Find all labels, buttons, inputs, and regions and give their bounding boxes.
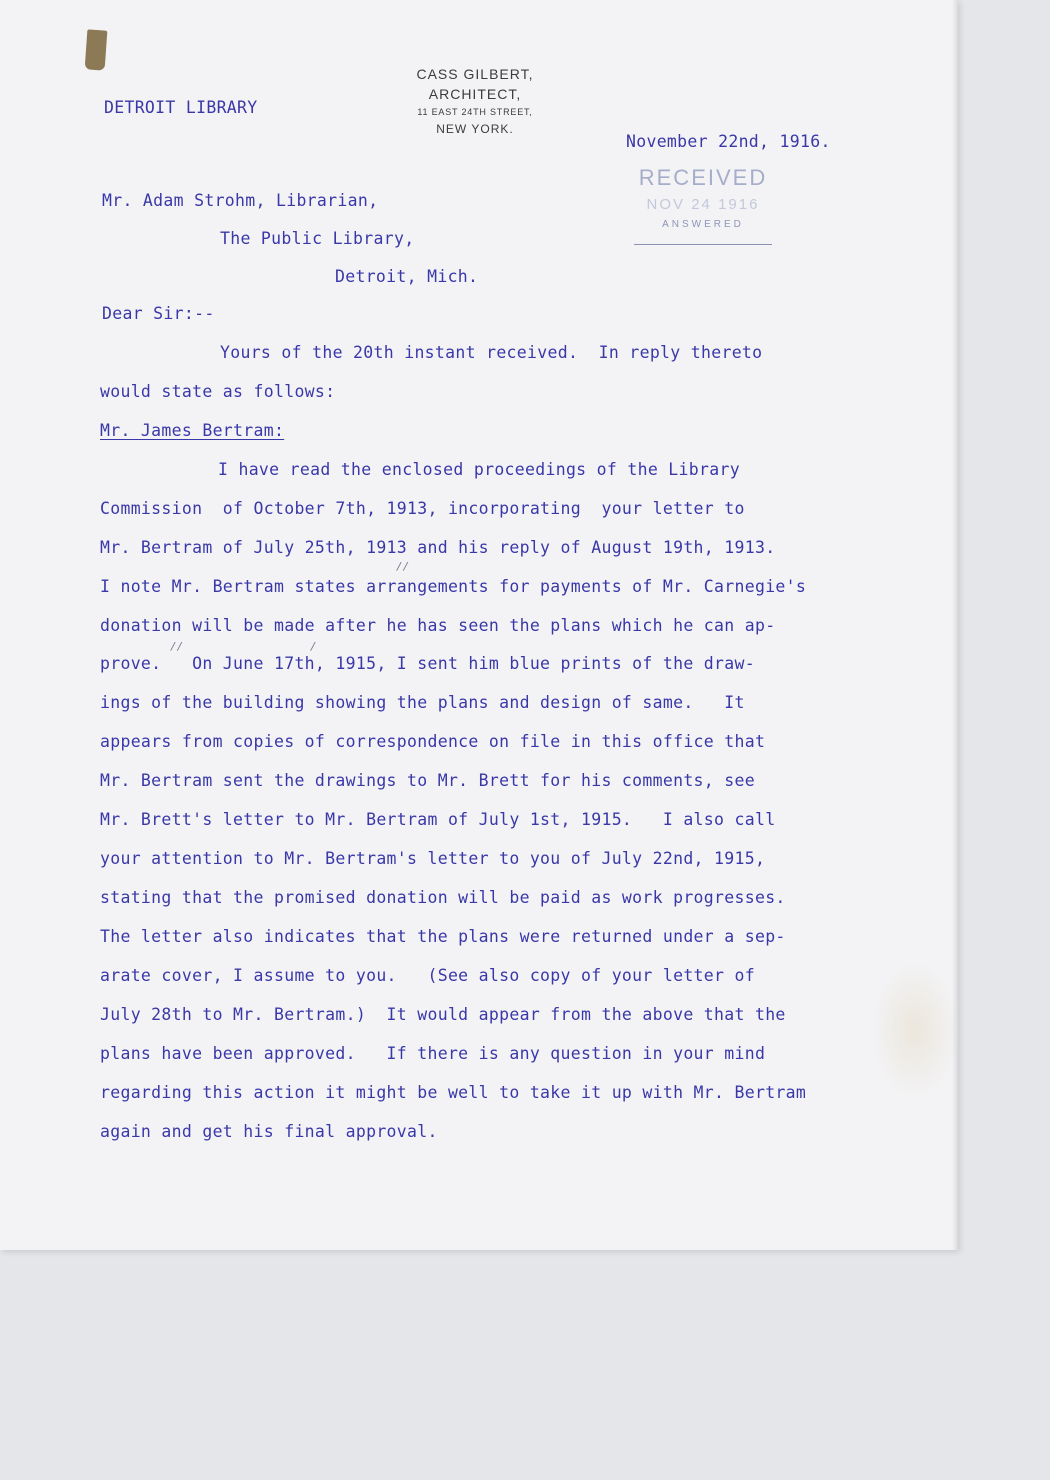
pencil-mark: / (310, 640, 317, 653)
letter-date: November 22nd, 1916. (626, 132, 831, 151)
received-stamp (628, 164, 778, 245)
recipient-line-1: Mr. Adam Strohm, Librarian, (102, 191, 379, 210)
letterhead-name: CASS GILBERT, (416, 66, 534, 82)
body-line: again and get his final approval. (100, 1122, 438, 1141)
intro-line-1: Yours of the 20th instant received. In reply thereto (220, 343, 763, 362)
body-line: July 28th to Mr. Bertram.) It would appear from the above that the (100, 1005, 786, 1024)
body-line: plans have been approved. If there is any question in your mind (100, 1044, 766, 1063)
body-line: Commission of October 7th, 1913, incorporating your letter to (100, 499, 745, 518)
pencil-mark: // (170, 640, 184, 653)
recipient-line-2: The Public Library, (220, 229, 415, 248)
section-heading: Mr. James Bertram: (100, 421, 285, 440)
body-line: The letter also indicates that the plans were returned under a sep- (100, 927, 786, 946)
body-line: stating that the promised donation will be paid as work progresses. (100, 888, 786, 907)
pencil-mark: // (396, 560, 410, 573)
body-line: Mr. Brett's letter to Mr. Bertram of July 1st, 1915. I also call (100, 810, 776, 829)
stamp-date-text: NOV 24 1916 (646, 196, 760, 213)
subject-line: DETROIT LIBRARY (104, 98, 258, 117)
body-line: Mr. Bertram of July 25th, 1913 and his reply of August 19th, 1913. (100, 538, 776, 557)
letterhead (380, 64, 570, 138)
body-line: I note Mr. Bertram states arrangements for payments of Mr. Carnegie's (100, 577, 807, 596)
body-line: your attention to Mr. Bertram's letter to you of July 22nd, 1915, (100, 849, 766, 868)
intro-line-2: would state as follows: (100, 382, 336, 401)
body-line: prove. On June 17th, 1915, I sent him blue prints of the draw- (100, 654, 755, 673)
tape-mark (85, 29, 108, 70)
body-line: appears from copies of correspondence on file in this office that (100, 732, 766, 751)
body-line: Mr. Bertram sent the drawings to Mr. Brett for his comments, see (100, 771, 755, 790)
letterhead-city: NEW YORK. (436, 122, 514, 136)
body-line: regarding this action it might be well to take it up with Mr. Bertram (100, 1083, 807, 1102)
body-line: donation will be made after he has seen the plans which he can ap- (100, 616, 776, 635)
letterhead-address: 11 EAST 24TH STREET, (417, 107, 533, 117)
body-line: arate cover, I assume to you. (See also copy of your letter of (100, 966, 755, 985)
stamp-line (634, 244, 772, 245)
paper-stain (870, 960, 960, 1100)
letterhead-title: ARCHITECT, (428, 86, 522, 102)
body-line: ings of the building showing the plans and design of same. It (100, 693, 745, 712)
stamp-received-text: RECEIVED (638, 165, 768, 190)
recipient-line-3: Detroit, Mich. (335, 267, 479, 286)
body-line: I have read the enclosed proceedings of the Library (218, 460, 740, 479)
salutation: Dear Sir:-- (102, 304, 215, 323)
stamp-answered-text: ANSWERED (662, 219, 744, 230)
